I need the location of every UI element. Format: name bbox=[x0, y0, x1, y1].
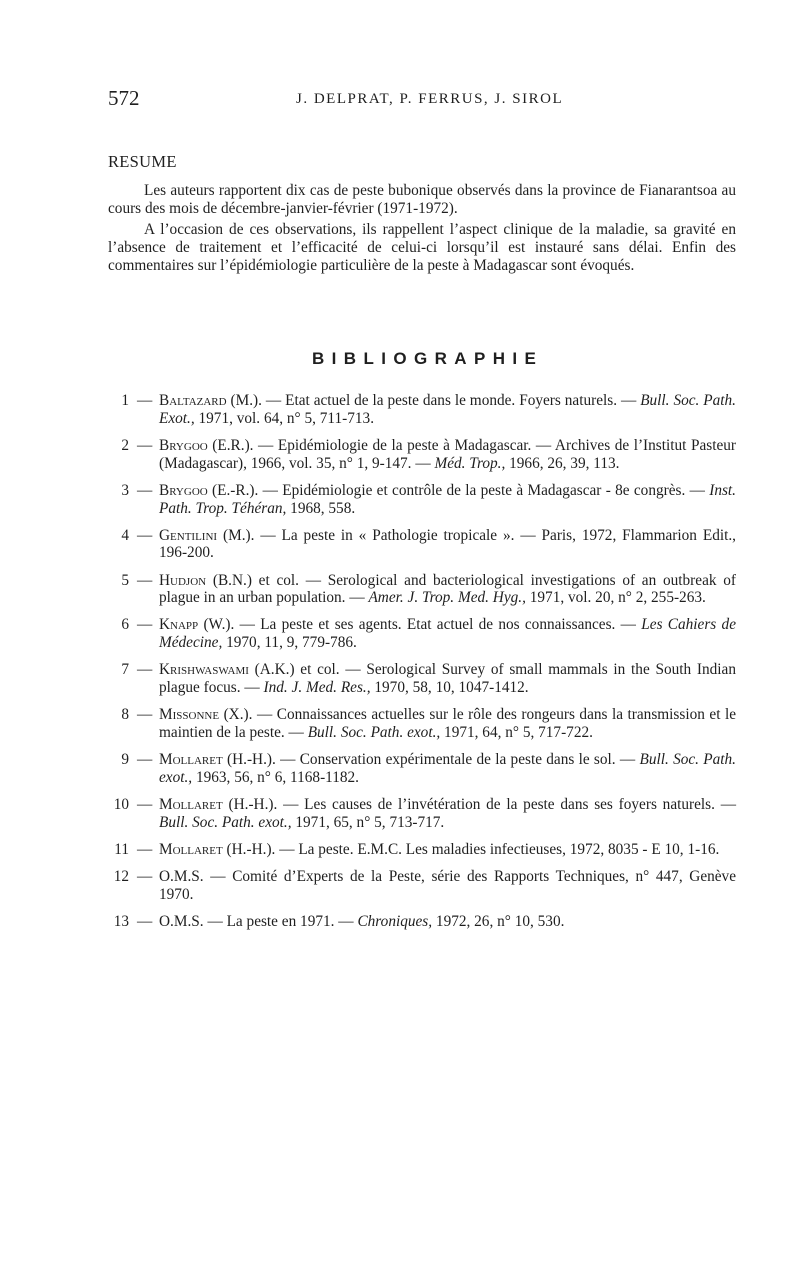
reference-author: Brygoo bbox=[159, 481, 208, 499]
reference-list bbox=[108, 392, 736, 940]
reference-item bbox=[108, 913, 736, 931]
reference-text bbox=[159, 661, 736, 697]
reference-number: 1 bbox=[121, 392, 129, 409]
reference-item bbox=[108, 706, 736, 742]
reference-dash: — bbox=[137, 912, 153, 930]
reference-author: Missonne bbox=[159, 706, 220, 724]
reference-text bbox=[159, 482, 736, 518]
reference-journal: Bull. Soc. Path. exot., bbox=[159, 813, 292, 831]
reference-item bbox=[108, 841, 736, 859]
abstract-paragraph: Les auteurs rapportent dix cas de peste bubonique observés dans la province de Fianarantsoa au cours des mois de décembre-janvier-février (1971-1972). bbox=[108, 182, 736, 218]
resume-title: RESUME bbox=[108, 152, 177, 171]
reference-journal: Bull. Soc. Path. exot., bbox=[307, 724, 441, 742]
reference-dash: — bbox=[137, 526, 153, 544]
reference-text bbox=[159, 392, 736, 428]
reference-author: O.M.S. bbox=[159, 868, 204, 885]
reference-details: 1971, vol. 64, n° 5, 711-713. bbox=[194, 409, 375, 427]
reference-title: (X.). — Connaissances actuelles sur le rôle des rongeurs dans la transmission et le maintien de la peste. — bbox=[159, 706, 736, 742]
reference-title: (M.). — La peste in « Pathologie tropicale ». — Paris, 1972, Flammarion Edit., 196-200. bbox=[159, 526, 736, 562]
reference-number: 2 bbox=[121, 436, 129, 454]
reference-dash: — bbox=[137, 751, 153, 769]
reference-title: — Comité d’Experts de la Peste, série des Rapports Techniques, n° 447, Genève 1970. bbox=[159, 868, 736, 903]
reference-details: 1968, 558. bbox=[286, 499, 356, 517]
reference-dash: — bbox=[137, 392, 153, 409]
reference-text bbox=[159, 572, 736, 608]
reference-details: 1966, 26, 39, 113. bbox=[505, 454, 620, 472]
reference-details: 1963, 56, n° 6, 1168-1182. bbox=[192, 768, 360, 786]
reference-author: Krishwaswami bbox=[159, 661, 249, 679]
reference-number: 7 bbox=[121, 661, 129, 679]
reference-text bbox=[159, 751, 736, 787]
running-head: J. DELPRAT, P. FERRUS, J. SIROL bbox=[296, 91, 564, 107]
reference-title: (A.K.) et col. — Serological Survey of small mammals in the South Indian plague focus. — bbox=[159, 661, 736, 697]
reference-journal: Bull. Soc. Path. exot., bbox=[159, 751, 737, 786]
reference-journal: Ind. J. Med. Res., bbox=[263, 679, 371, 697]
reference-dash: — bbox=[137, 661, 153, 679]
abstract-paragraph: A l’occasion de ces observations, ils rappellent l’aspect clinique de la maladie, sa gravité en l’absence de traitement et l’efficacité de celui-ci lorsqu’il est instauré sans délai. Enfin des commentaires sur l’épidémiologie particulière de la peste à Madagascar sont évoqués. bbox=[108, 220, 736, 275]
reference-text bbox=[159, 841, 736, 859]
reference-dash: — bbox=[137, 571, 153, 589]
reference-item bbox=[108, 661, 736, 697]
reference-number: 3 bbox=[121, 481, 129, 499]
reference-dash: — bbox=[137, 840, 153, 858]
bibliography-title: BIBLIOGRAPHIE bbox=[312, 349, 544, 368]
reference-item bbox=[108, 796, 736, 832]
reference-text bbox=[159, 527, 736, 563]
reference-text bbox=[159, 913, 736, 931]
reference-dash: — bbox=[137, 436, 153, 454]
reference-number: 13 bbox=[113, 912, 129, 930]
reference-details: 1971, vol. 20, n° 2, 255-263. bbox=[525, 589, 706, 607]
reference-journal: Amer. J. Trop. Med. Hyg., bbox=[368, 589, 526, 607]
reference-title: — La peste en 1971. — bbox=[203, 912, 358, 930]
reference-author: Mollaret bbox=[159, 840, 223, 858]
reference-title: (H.-H.). — La peste. E.M.C. Les maladies infectieuses, 1972, 8035 - E 10, 1-16. bbox=[222, 840, 720, 858]
reference-title: (B.N.) et col. — Serological and bacteriological investigations of an outbreak of plague in an urban population. — bbox=[159, 571, 736, 607]
reference-author: Hudjon bbox=[159, 571, 207, 589]
reference-title: (H.-H.). — Conservation expérimentale de la peste dans le sol. — bbox=[222, 751, 640, 769]
reference-dash: — bbox=[137, 706, 153, 724]
page-number: 572 bbox=[108, 86, 140, 110]
reference-author: Baltazard bbox=[159, 392, 227, 409]
reference-title: (E.-R.). — Epidémiologie et contrôle de la peste à Madagascar - 8e congrès. — bbox=[207, 481, 710, 499]
reference-item bbox=[108, 751, 736, 787]
reference-dash: — bbox=[137, 868, 153, 885]
reference-text bbox=[159, 437, 736, 473]
abstract bbox=[108, 182, 736, 275]
reference-text bbox=[159, 868, 736, 904]
reference-details: 1971, 65, n° 5, 713-717. bbox=[291, 813, 445, 831]
reference-item bbox=[108, 437, 736, 473]
reference-journal: Bull. Soc. Path. Exot., bbox=[159, 392, 736, 427]
reference-number: 10 bbox=[113, 796, 129, 814]
reference-details: 1970, 58, 10, 1047-1412. bbox=[370, 679, 529, 697]
reference-item bbox=[108, 392, 736, 428]
reference-number: 11 bbox=[114, 840, 129, 858]
reference-title: (W.). — La peste et ses agents. Etat actuel de nos connaissances. — bbox=[198, 616, 642, 634]
reference-number: 4 bbox=[121, 526, 129, 544]
reference-author: Brygoo bbox=[159, 436, 208, 454]
reference-journal: Les Cahiers de Médecine, bbox=[159, 616, 736, 652]
reference-title: (H.-H.). — Les causes de l’invétération de la peste dans ses foyers naturels. — bbox=[222, 796, 736, 814]
reference-dash: — bbox=[137, 481, 153, 499]
reference-number: 8 bbox=[121, 706, 129, 724]
reference-number: 12 bbox=[113, 868, 129, 885]
reference-author: Knapp bbox=[159, 616, 199, 634]
reference-item bbox=[108, 527, 736, 563]
reference-author: O.M.S. bbox=[159, 912, 204, 930]
reference-item bbox=[108, 572, 736, 608]
reference-dash: — bbox=[137, 616, 153, 634]
reference-journal: Méd. Trop., bbox=[434, 454, 506, 472]
reference-details: 1972, 26, n° 10, 530. bbox=[432, 912, 565, 930]
reference-number: 6 bbox=[121, 616, 129, 634]
reference-number: 9 bbox=[121, 751, 129, 769]
reference-title: (M.). — Etat actuel de la peste dans le monde. Foyers naturels. — bbox=[226, 392, 641, 409]
reference-text bbox=[159, 796, 736, 832]
reference-item bbox=[108, 868, 736, 904]
reference-author: Gentilini bbox=[159, 526, 218, 544]
reference-title: (E.R.). — Epidémiologie de la peste à Madagascar. — Archives de l’Institut Pasteur (Madagascar), 1966, vol. 35, n° 1, 9-147. — bbox=[159, 436, 736, 472]
reference-item bbox=[108, 482, 736, 518]
reference-number: 5 bbox=[121, 571, 129, 589]
reference-author: Mollaret bbox=[159, 751, 223, 769]
reference-text bbox=[159, 706, 736, 742]
reference-dash: — bbox=[137, 796, 153, 814]
reference-item bbox=[108, 616, 736, 652]
reference-author: Mollaret bbox=[159, 796, 223, 814]
reference-text bbox=[159, 616, 736, 652]
reference-journal: Inst. Path. Trop. Téhéran, bbox=[159, 481, 736, 517]
reference-details: 1971, 64, n° 5, 717-722. bbox=[440, 724, 593, 742]
reference-details: 1970, 11, 9, 779-786. bbox=[222, 634, 357, 652]
reference-journal: Chroniques, bbox=[357, 912, 433, 930]
